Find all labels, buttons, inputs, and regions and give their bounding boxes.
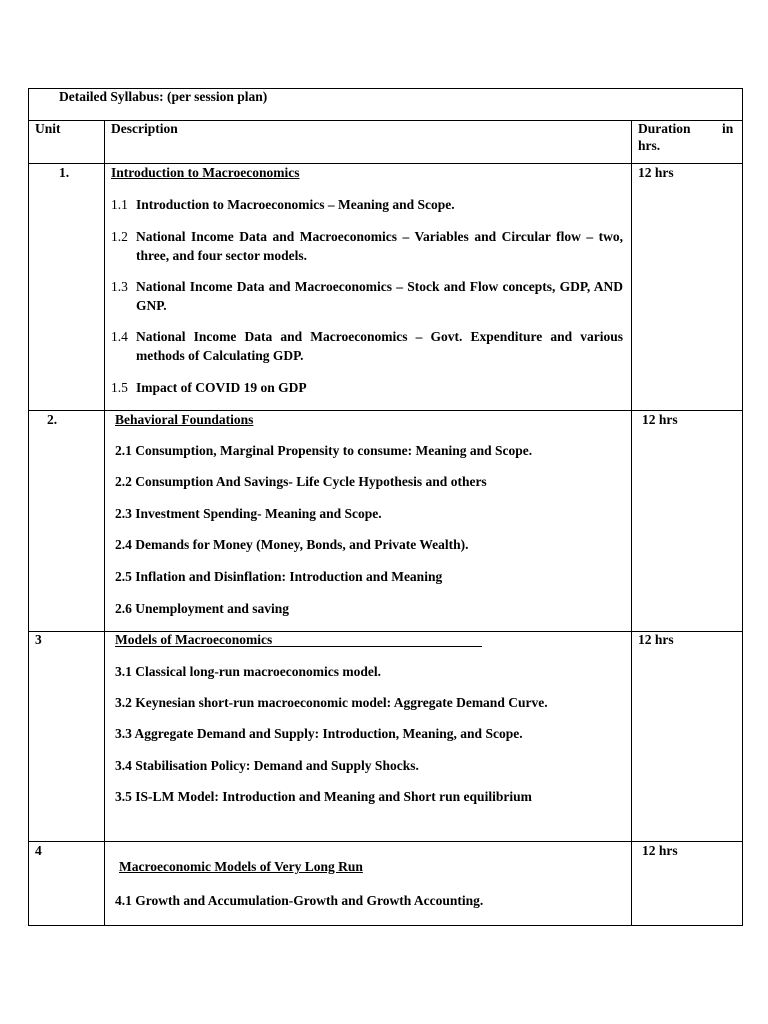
unit-title: Macroeconomic Models of Very Long Run: [119, 859, 363, 874]
column-header-duration: Duration: [638, 121, 691, 136]
topic-item: 2.2 Consumption And Savings- Life Cycle Hypothesis and others: [115, 474, 487, 489]
topic-number: 1.4: [111, 329, 128, 344]
table-border-right: [742, 88, 743, 926]
table-border-bottom: [28, 925, 743, 926]
table-divider-duration: [631, 120, 632, 926]
unit-number: 1.: [59, 165, 70, 180]
topic-number: 1.5: [111, 380, 128, 395]
topic-item: 3.5 IS-LM Model: Introduction and Meaning and Short run equilibrium: [115, 789, 532, 804]
topic-item: 3.1 Classical long-run macroeconomics model.: [115, 664, 381, 679]
topic-item: [111, 378, 623, 397]
unit-number: 2.: [47, 412, 58, 427]
topic-item: 2.1 Consumption, Marginal Propensity to consume: Meaning and Scope.: [115, 443, 533, 458]
column-header-unit: Unit: [35, 121, 61, 136]
unit-duration: 12 hrs: [638, 165, 674, 180]
topic-text: National Income Data and Macroeconomics – Govt. Expenditure and various methods of Calculating GDP.: [136, 329, 623, 363]
topic-item: [111, 227, 623, 265]
table-rule-unit1: [28, 163, 743, 164]
table-rule-unit4: [28, 841, 743, 842]
topic-number: 1.3: [111, 279, 128, 294]
topic-text: National Income Data and Macroeconomics – Stock and Flow concepts, GDP, AND GNP.: [136, 279, 623, 313]
unit-title: Models of Macroeconomics: [115, 632, 273, 647]
unit-title: Behavioral Foundations: [115, 412, 254, 427]
topic-item: [111, 327, 623, 365]
topic-item: 2.4 Demands for Money (Money, Bonds, and Private Wealth).: [115, 537, 469, 552]
topic-number: 1.2: [111, 229, 128, 244]
syllabus-title: Detailed Syllabus: (per session plan): [59, 89, 268, 104]
topic-item: 3.2 Keynesian short-run macroeconomic model: Aggregate Demand Curve.: [115, 695, 548, 710]
topic-item: 2.6 Unemployment and saving: [115, 601, 290, 616]
topic-text: National Income Data and Macroeconomics – Variables and Circular flow – two, three, and four sector models.: [136, 229, 623, 263]
topic-item: 3.4 Stabilisation Policy: Demand and Supply Shocks.: [115, 758, 419, 773]
topic-item: 2.3 Investment Spending- Meaning and Scope.: [115, 506, 382, 521]
column-header-duration-hrs: hrs.: [638, 138, 661, 153]
topic-item: [111, 195, 623, 214]
topic-item: [111, 277, 623, 315]
unit-duration: 12 hrs: [642, 412, 678, 427]
topic-text: Introduction to Macroeconomics – Meaning and Scope.: [136, 197, 455, 212]
table-divider-unit: [104, 120, 105, 926]
topic-item: 2.5 Inflation and Disinflation: Introduction and Meaning: [115, 569, 443, 584]
unit-number: 4: [35, 843, 42, 858]
topic-item: 3.3 Aggregate Demand and Supply: Introduction, Meaning, and Scope.: [115, 726, 523, 741]
unit-duration: 12 hrs: [642, 843, 678, 858]
table-rule-unit2: [28, 410, 743, 411]
column-header-description: Description: [111, 121, 178, 136]
title-underline: [115, 646, 482, 647]
topic-item: 4.1 Growth and Accumulation-Growth and Growth Accounting.: [115, 893, 484, 908]
unit-title: Introduction to Macroeconomics: [111, 165, 300, 180]
column-header-duration-in: in: [722, 121, 734, 136]
topic-text: Impact of COVID 19 on GDP: [136, 380, 307, 395]
topic-number: 1.1: [111, 197, 128, 212]
unit-number: 3: [35, 632, 42, 647]
table-border-left: [28, 88, 29, 926]
unit-duration: 12 hrs: [638, 632, 674, 647]
